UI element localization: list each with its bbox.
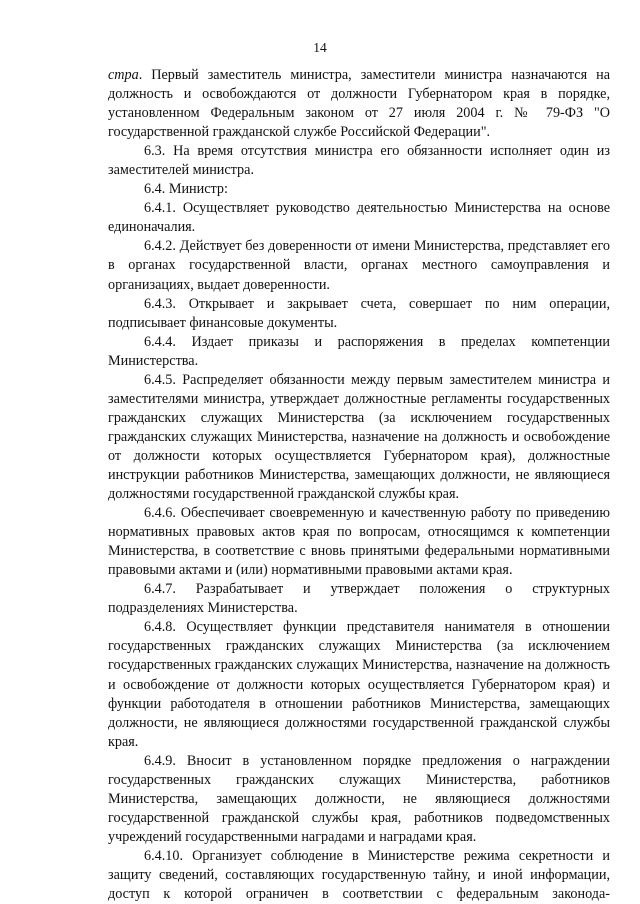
clause-6-4-2: 6.4.2. Действует без доверенности от имени Министерства, представляет его в органах государственной власти, органах местного самоуправления и организациях, выдает доверенности. — [108, 238, 610, 293]
continuation-paragraph — [108, 66, 610, 142]
clause-6-4-4: 6.4.4. Издает приказы и распоряжения в пределах компетенции Министерства. — [108, 333, 610, 369]
document-body — [108, 66, 610, 904]
clause-6-4-1: 6.4.1. Осуществляет руководство деятельностью Министерства на основе единоначалия. — [108, 200, 610, 236]
clause-6-4-6: 6.4.6. Обеспечивает своевременную и качественную работу по приведению нормативных правовых актов края по вопросам, относящимся к компетенции Министерства, в соответствие с вновь принятыми федеральными нормативными правовыми актами и (или) нормативными правовыми актами края. — [108, 505, 610, 579]
clause-6-4-5: 6.4.5. Распределяет обязанности между первым заместителем министра и заместителями министра, утверждает должностные регламенты государственных гражданских служащих Министерства (за исключением государственных гражданских служащих Министерства, назначение на должность и освобождение от должности которых осуществляется Губернатором края), должностные инструкции работников Министерства, замещающих должности, не являющиеся должностями государственной гражданской службы края. — [108, 371, 610, 503]
clause-6-4-8: 6.4.8. Осуществляет функции представителя нанимателя в отношении государственных гражданских служащих Министерства (за исключением государственных гражданских служащих Министерства, назначение на должность и освобождение от должности которых осуществляется Губернатором края) и функции работодателя в отношении работников Министерства, замещающих должности, не являющиеся должностями государственной гражданской службы края. — [108, 619, 610, 750]
clause-6-4-9: 6.4.9. Вносит в установленном порядке предложения о награждении государственных гражданских служащих Министерства, работников Министерства, замещающих должности, не являющиеся должностями государственной гражданской службы края, работников подведомственных учреждений государственными наградами и наградами края. — [108, 752, 610, 845]
clause-6-4-7: 6.4.7. Разрабатывает и утверждает положения о структурных подразделениях Министерства. — [108, 581, 610, 617]
continuation-italic-fragment: стра — [108, 67, 139, 83]
clause-6-4: 6.4. Министр: — [144, 181, 228, 198]
clause-6-4-3: 6.4.3. Открывает и закрывает счета, совершает по ним операции, подписывает финансовые документы. — [108, 295, 610, 331]
page-number: 14 — [313, 40, 327, 55]
clause-6-4-10: 6.4.10. Организует соблюдение в Министерстве режима секретности и защиту сведений, составляющих государственную тайну, и иной информации, доступ к которой ограничен в соответствии с федеральным законода- — [108, 847, 610, 903]
clause-6-3: 6.3. На время отсутствия министра его обязанности исполняет один из заместителей министра. — [108, 143, 610, 179]
continuation-text: . Первый заместитель министра, заместители министра назначаются на должность и освобождаются от должности Губернатором края в порядке, установленном Федеральным законом от 27 июля 2004 г. № 79-ФЗ "О государственной гражданской службе Российской Федерации". — [108, 67, 610, 141]
